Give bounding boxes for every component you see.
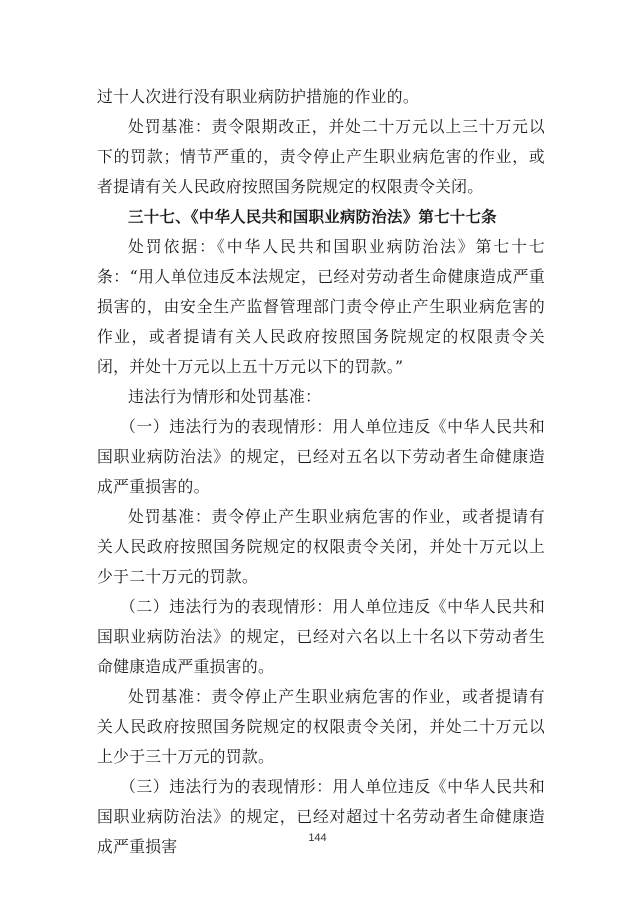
paragraph-situation-2: （二）违法行为的表现情形：用人单位违反《中华人民共和国职业病防治法》的规定，已经对六名以上十名以下劳动者生命健康造成严重损害的。 — [97, 597, 545, 676]
paragraph-situation-3: （三）违法行为的表现情形：用人单位违反《中华人民共和国职业病防治法》的规定，已经对超过十名劳动者生命健康造成严重损害 — [97, 777, 545, 856]
paragraph-situation-1: （一）违法行为的表现情形：用人单位违反《中华人民共和国职业病防治法》的规定，已经对五名以下劳动者生命健康造成严重损害的。 — [97, 417, 545, 496]
paragraph-penalty-basis: 处罚依据：《中华人民共和国职业病防治法》第七十七条：“用人单位违反本法规定，已经对劳动者生命健康造成严重损害的，由安全生产监督管理部门责令停止产生职业病危害的作业，或者提请有关人民政府按照国务院规定的权限责令关闭，并处十万元以上五十万元以下的罚款。” — [97, 237, 545, 376]
paragraph-penalty-standard-1: 处罚基准：责令停止产生职业病危害的作业，或者提请有关人民政府按照国务院规定的权限责令关闭，并处十万元以上少于二十万元的罚款。 — [97, 507, 545, 586]
page-number: 144 — [308, 832, 327, 844]
document-page — [97, 82, 545, 862]
paragraph-situations-intro: 违法行为情形和处罚基准： — [128, 387, 322, 406]
paragraph-penalty-standard: 处罚基准：责令限期改正，并处二十万元以上三十万元以下的罚款；情节严重的，责令停止产生职业病危害的作业，或者提请有关人民政府按照国务院规定的权限责令关闭。 — [97, 117, 545, 196]
paragraph-penalty-standard-2: 处罚基准：责令停止产生职业病危害的作业，或者提请有关人民政府按照国务院规定的权限责令关闭，并处二十万元以上少于三十万元的罚款。 — [97, 687, 545, 766]
paragraph-continuation: 过十人次进行没有职业病防护措施的作业的。 — [97, 87, 419, 106]
section-heading: 三十七、《中华人民共和国职业病防治法》第七十七条 — [128, 208, 497, 226]
